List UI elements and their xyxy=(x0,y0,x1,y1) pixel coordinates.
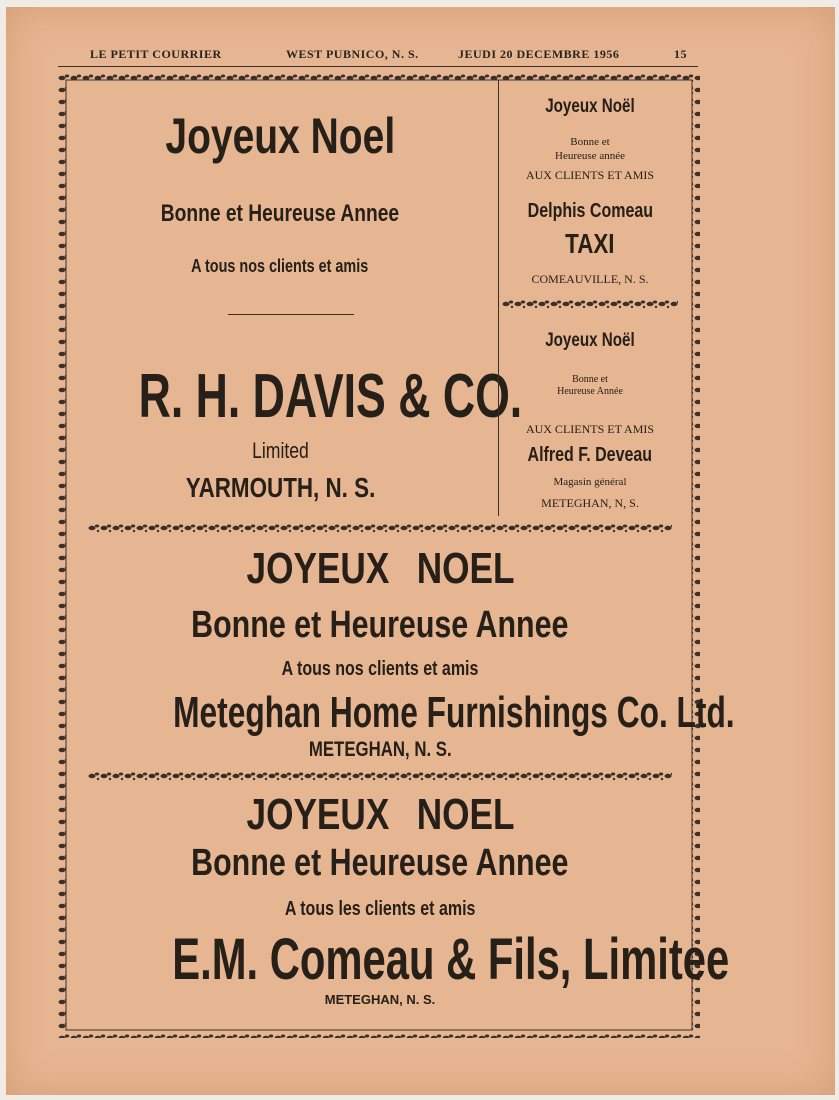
deveau-greeting: Joyeux Noël xyxy=(545,330,635,351)
taxi-location: COMEAUVILLE, N. S. xyxy=(531,272,649,286)
deveau-name: Alfred F. Deveau xyxy=(527,444,653,466)
emcomeau-greeting: JOYEUX NOEL xyxy=(246,790,514,839)
emcomeau-wish: Bonne et Heureuse Annee xyxy=(191,842,569,884)
taxi-business: TAXI xyxy=(565,228,615,259)
davis-company: R. H. DAVIS & CO. xyxy=(138,362,523,431)
taxi-to: AUX CLIENTS ET AMIS xyxy=(525,168,655,182)
band-ornament-2 xyxy=(88,770,672,782)
page-header xyxy=(90,47,690,65)
header-date: JEUDI 20 DECEMBRE 1956 xyxy=(458,47,620,61)
emcomeau-company: E.M. Comeau & Fils, Limitee xyxy=(172,927,730,992)
davis-greeting: Joyeux Noel xyxy=(165,108,395,164)
deveau-wish-1: Bonne et xyxy=(572,374,608,385)
column-divider xyxy=(498,80,499,516)
furnishings-to: A tous nos clients et amis xyxy=(281,658,479,680)
taxi-wish-1: Bonne et xyxy=(570,136,610,148)
davis-to: A tous nos clients et amis xyxy=(191,256,369,276)
paper-name: LE PETIT COURRIER xyxy=(90,47,222,61)
davis-suffix: Limited xyxy=(251,438,309,463)
page-number: 15 xyxy=(674,47,687,61)
header-location: WEST PUBNICO, N. S. xyxy=(286,47,419,61)
taxi-wish-2: Heureuse année xyxy=(555,150,625,162)
deveau-to: AUX CLIENTS ET AMIS xyxy=(525,422,655,436)
taxi-name: Delphis Comeau xyxy=(527,200,653,222)
deveau-business: Magasin général xyxy=(553,476,627,488)
band-ornament-right xyxy=(502,298,678,310)
emcomeau-to: A tous les clients et amis xyxy=(284,898,476,920)
furnishings-location: METEGHAN, N. S. xyxy=(308,738,452,761)
emcomeau-location: METEGHAN, N. S. xyxy=(324,992,436,1007)
header-rule xyxy=(58,66,698,67)
furnishings-company: Meteghan Home Furnishings Co. Ltd. xyxy=(173,688,735,737)
furnishings-wish: Bonne et Heureuse Annee xyxy=(191,604,569,646)
davis-wish: Bonne et Heureuse Annee xyxy=(160,200,400,227)
davis-location: YARMOUTH, N. S. xyxy=(185,472,375,503)
deveau-location: METEGHAN, N, S. xyxy=(541,496,639,510)
band-ornament-1 xyxy=(88,522,672,534)
davis-divider xyxy=(228,314,354,315)
deveau-wish-2: Heureuse Année xyxy=(557,386,623,397)
taxi-greeting: Joyeux Noël xyxy=(545,96,635,117)
furnishings-greeting: JOYEUX NOEL xyxy=(246,544,514,593)
